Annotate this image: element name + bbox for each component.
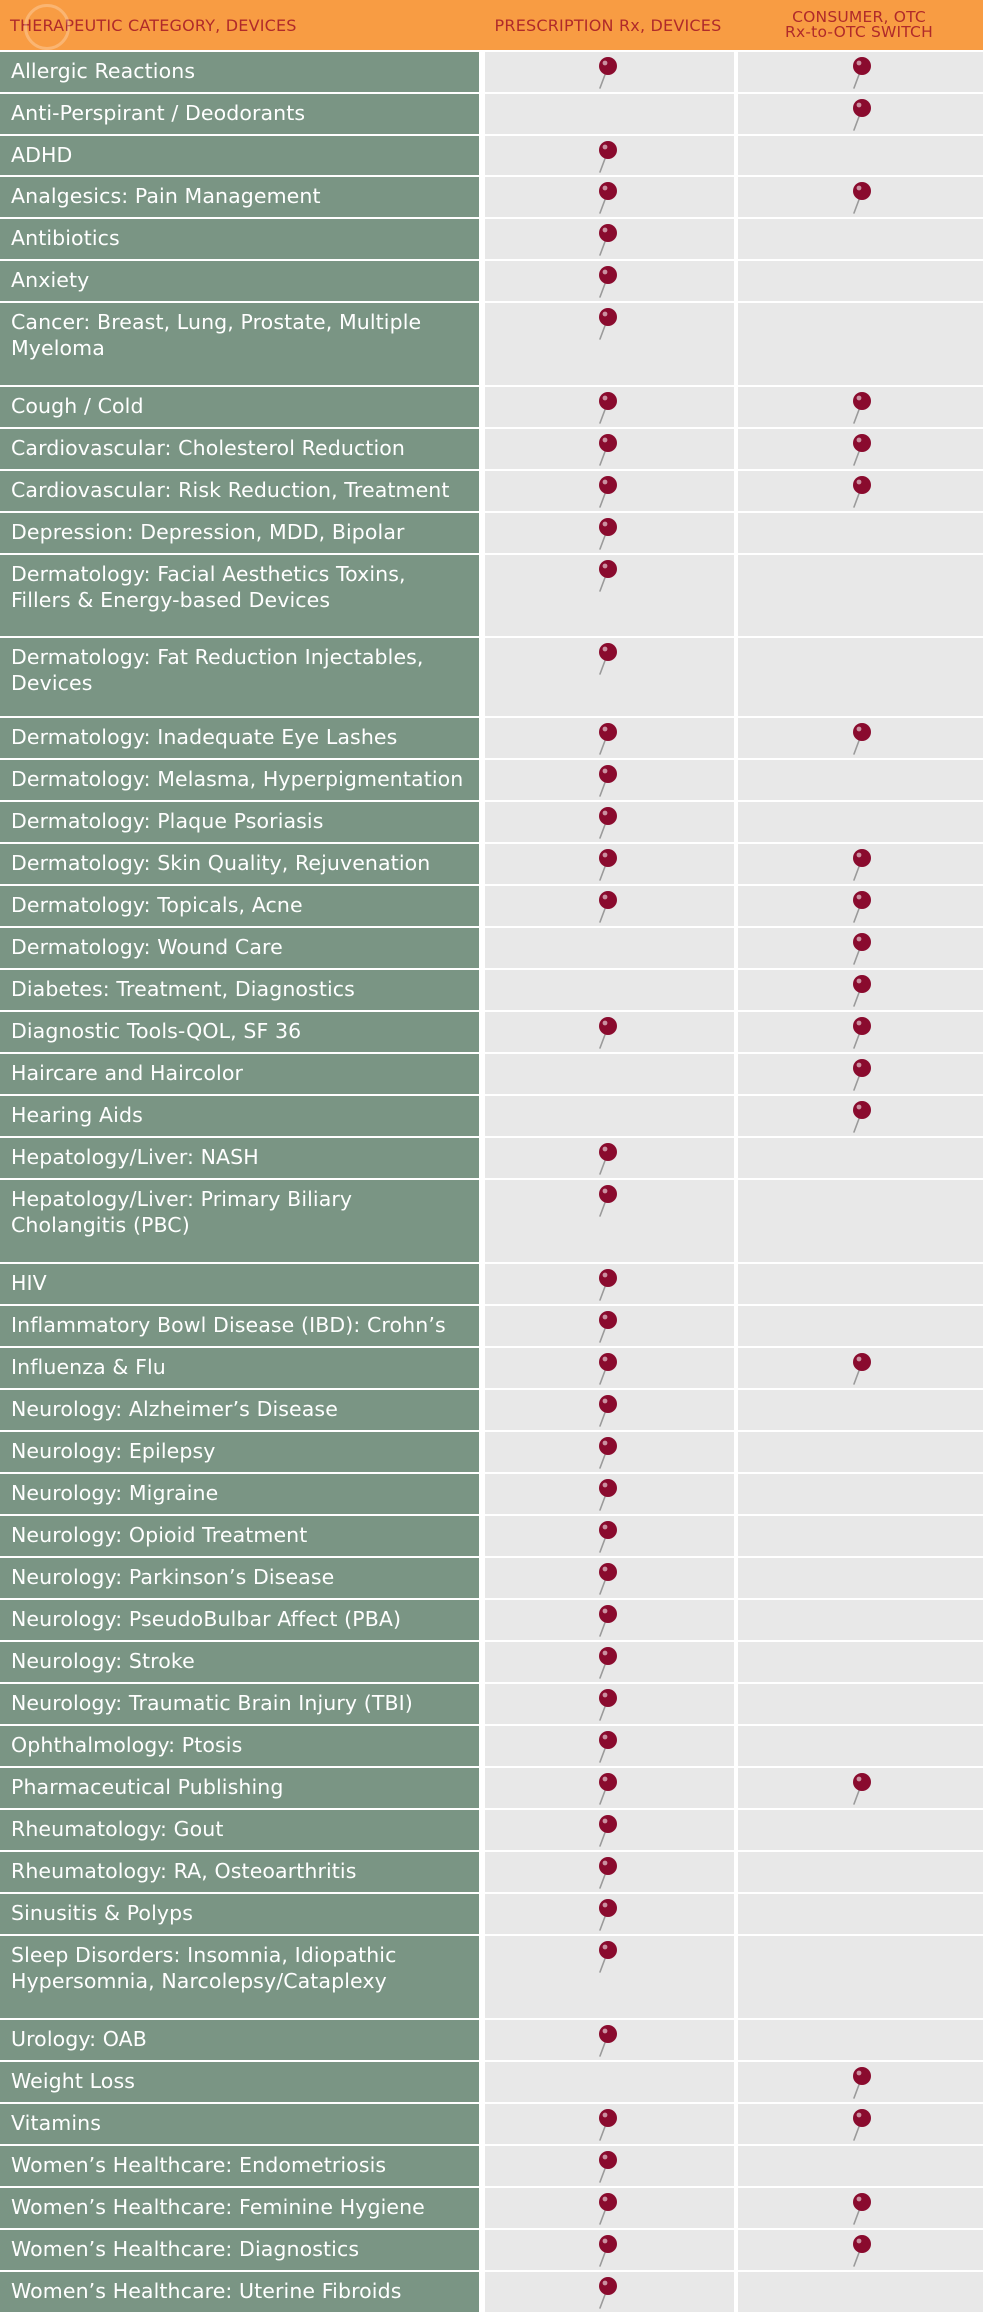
- table-row: [0, 800, 983, 842]
- otc-cell: [738, 1054, 983, 1094]
- otc-cell: [738, 718, 983, 758]
- table-row: [0, 469, 983, 511]
- table-row: [0, 716, 983, 758]
- category-label: Women’s Healthcare: Endometriosis: [0, 2146, 479, 2186]
- pushpin-icon: [850, 848, 872, 882]
- table-row: [0, 1682, 983, 1724]
- table-row: [0, 1556, 983, 1598]
- category-label: Pharmaceutical Publishing: [0, 1768, 479, 1808]
- category-label: Neurology: Stroke: [0, 1642, 479, 1682]
- table-row: [0, 758, 983, 800]
- category-label: Sinusitis & Polyps: [0, 1894, 479, 1934]
- pushpin-icon: [850, 2066, 872, 2100]
- category-label: Influenza & Flu: [0, 1348, 479, 1388]
- otc-cell: [738, 1012, 983, 1052]
- table-row: [0, 92, 983, 134]
- otc-cell: [738, 429, 983, 469]
- category-label: Neurology: Opioid Treatment: [0, 1516, 479, 1556]
- pushpin-icon: [850, 475, 872, 509]
- pushpin-icon: [596, 181, 618, 215]
- header-consumer-otc: [735, 10, 983, 40]
- table-row: [0, 134, 983, 175]
- category-label: Women’s Healthcare: Uterine Fibroids: [0, 2272, 479, 2312]
- category-label: Cardiovascular: Cholesterol Reduction: [0, 429, 479, 469]
- table-row: [0, 511, 983, 553]
- rx-cell: [485, 638, 734, 716]
- category-label: Ophthalmology: Ptosis: [0, 1726, 479, 1766]
- otc-cell: [738, 2020, 983, 2060]
- rx-cell: [485, 2062, 734, 2102]
- rx-cell: [485, 1432, 734, 1472]
- otc-cell: [738, 2230, 983, 2270]
- pushpin-icon: [850, 1772, 872, 1806]
- table-row: [0, 926, 983, 968]
- rx-cell: [485, 1558, 734, 1598]
- otc-cell: [738, 638, 983, 716]
- table-row: [0, 636, 983, 716]
- category-label: Cardiovascular: Risk Reduction, Treatment: [0, 471, 479, 511]
- rx-cell: [485, 1810, 734, 1850]
- table-row: [0, 2270, 983, 2312]
- pushpin-icon: [596, 764, 618, 798]
- rx-cell: [485, 94, 734, 134]
- otc-cell: [738, 1726, 983, 1766]
- header-category: THERAPEUTIC CATEGORY, DEVICES: [10, 15, 297, 35]
- otc-cell: [738, 1684, 983, 1724]
- table-row: [0, 217, 983, 259]
- pushpin-icon: [596, 1394, 618, 1428]
- category-label: Dermatology: Fat Reduction Injectables, Devices: [0, 638, 479, 716]
- pushpin-icon: [850, 98, 872, 132]
- pushpin-icon: [850, 1352, 872, 1386]
- pushpin-icon: [596, 391, 618, 425]
- pushpin-icon: [596, 848, 618, 882]
- pushpin-icon: [596, 1730, 618, 1764]
- pushpin-icon: [850, 433, 872, 467]
- category-label: Neurology: Parkinson’s Disease: [0, 1558, 479, 1598]
- table-row: [0, 1472, 983, 1514]
- rx-cell: [485, 1264, 734, 1304]
- category-label: Women’s Healthcare: Feminine Hygiene: [0, 2188, 479, 2228]
- rx-cell: [485, 136, 734, 175]
- pushpin-icon: [850, 2108, 872, 2142]
- otc-cell: [738, 1096, 983, 1136]
- table-row: [0, 2228, 983, 2270]
- otc-cell: [738, 1264, 983, 1304]
- pushpin-icon: [596, 722, 618, 756]
- rx-cell: [485, 387, 734, 427]
- rx-cell: [485, 1306, 734, 1346]
- table-row: [0, 175, 983, 217]
- otc-cell: [738, 1516, 983, 1556]
- table-row: [0, 1388, 983, 1430]
- pushpin-icon: [596, 1940, 618, 1974]
- pushpin-icon: [596, 1268, 618, 1302]
- category-label: Anti-Perspirant / Deodorants: [0, 94, 479, 134]
- table-row: [0, 842, 983, 884]
- pushpin-icon: [596, 642, 618, 676]
- otc-cell: [738, 261, 983, 301]
- table-row: [0, 1640, 983, 1682]
- header-prescription: PRESCRIPTION Rx, DEVICES: [494, 15, 722, 35]
- otc-cell: [738, 52, 983, 92]
- category-label: HIV: [0, 1264, 479, 1304]
- otc-cell: [738, 471, 983, 511]
- category-label: Rheumatology: RA, Osteoarthritis: [0, 1852, 479, 1892]
- table-row: [0, 1514, 983, 1556]
- otc-cell: [738, 513, 983, 553]
- category-label: Analgesics: Pain Management: [0, 177, 479, 217]
- rx-cell: [485, 1180, 734, 1262]
- category-label: Hepatology/Liver: Primary Biliary Cholangitis (PBC): [0, 1180, 479, 1262]
- rx-cell: [485, 1852, 734, 1892]
- otc-cell: [738, 1180, 983, 1262]
- otc-cell: [738, 886, 983, 926]
- pushpin-icon: [596, 806, 618, 840]
- pushpin-icon: [596, 1184, 618, 1218]
- otc-cell: [738, 94, 983, 134]
- pushpin-icon: [596, 223, 618, 257]
- category-label: Weight Loss: [0, 2062, 479, 2102]
- rx-cell: [485, 261, 734, 301]
- otc-cell: [738, 136, 983, 175]
- otc-cell: [738, 1348, 983, 1388]
- table-row: [0, 553, 983, 636]
- rx-cell: [485, 970, 734, 1010]
- category-label: Allergic Reactions: [0, 52, 479, 92]
- otc-cell: [738, 2272, 983, 2312]
- otc-cell: [738, 2146, 983, 2186]
- pushpin-icon: [596, 307, 618, 341]
- table-row: [0, 1724, 983, 1766]
- otc-cell: [738, 1138, 983, 1178]
- otc-cell: [738, 1852, 983, 1892]
- table-row: [0, 2102, 983, 2144]
- table-row: [0, 884, 983, 926]
- pushpin-icon: [596, 2108, 618, 2142]
- pushpin-icon: [596, 1814, 618, 1848]
- rx-cell: [485, 429, 734, 469]
- pushpin-icon: [596, 1898, 618, 1932]
- rx-cell: [485, 1054, 734, 1094]
- otc-cell: [738, 1600, 983, 1640]
- table-row: [0, 1850, 983, 1892]
- table-row: [0, 1766, 983, 1808]
- rx-cell: [485, 1726, 734, 1766]
- category-label: ADHD: [0, 136, 479, 175]
- pushpin-icon: [596, 1310, 618, 1344]
- category-label: Cough / Cold: [0, 387, 479, 427]
- otc-cell: [738, 1390, 983, 1430]
- table-row: [0, 1430, 983, 1472]
- header-otc-line1: CONSUMER, OTC: [792, 8, 926, 26]
- otc-cell: [738, 844, 983, 884]
- rx-cell: [485, 1138, 734, 1178]
- table-row: [0, 2186, 983, 2228]
- pushpin-icon: [596, 2150, 618, 2184]
- otc-cell: [738, 1432, 983, 1472]
- rx-cell: [485, 1096, 734, 1136]
- rx-cell: [485, 2020, 734, 2060]
- otc-cell: [738, 1894, 983, 1934]
- rx-cell: [485, 219, 734, 259]
- category-label: Depression: Depression, MDD, Bipolar: [0, 513, 479, 553]
- pushpin-icon: [596, 2024, 618, 2058]
- table-row: [0, 1892, 983, 1934]
- category-label: Neurology: PseudoBulbar Affect (PBA): [0, 1600, 479, 1640]
- pushpin-icon: [596, 559, 618, 593]
- table-row: [0, 968, 983, 1010]
- category-label: Urology: OAB: [0, 2020, 479, 2060]
- category-label: Hearing Aids: [0, 1096, 479, 1136]
- pushpin-icon: [850, 722, 872, 756]
- rx-cell: [485, 555, 734, 636]
- pushpin-icon: [596, 433, 618, 467]
- otc-cell: [738, 555, 983, 636]
- rx-cell: [485, 1894, 734, 1934]
- pushpin-icon: [850, 1100, 872, 1134]
- category-label: Dermatology: Melasma, Hyperpigmentation: [0, 760, 479, 800]
- pushpin-icon: [596, 1772, 618, 1806]
- pushpin-icon: [850, 932, 872, 966]
- pushpin-icon: [596, 890, 618, 924]
- table-row: [0, 1094, 983, 1136]
- table-row: [0, 1934, 983, 2018]
- table-row: [0, 2144, 983, 2186]
- table-row: [0, 259, 983, 301]
- pushpin-icon: [596, 1436, 618, 1470]
- rx-cell: [485, 886, 734, 926]
- rx-cell: [485, 1642, 734, 1682]
- category-label: Dermatology: Skin Quality, Rejuvenation: [0, 844, 479, 884]
- otc-cell: [738, 2104, 983, 2144]
- otc-cell: [738, 1768, 983, 1808]
- header-decoration: [24, 4, 70, 50]
- rx-cell: [485, 2230, 734, 2270]
- pushpin-icon: [596, 1142, 618, 1176]
- rx-cell: [485, 513, 734, 553]
- pushpin-icon: [596, 2192, 618, 2226]
- otc-cell: [738, 1474, 983, 1514]
- table-header: [0, 0, 983, 50]
- category-label: Anxiety: [0, 261, 479, 301]
- category-label: Diagnostic Tools-QOL, SF 36: [0, 1012, 479, 1052]
- category-label: Hepatology/Liver: NASH: [0, 1138, 479, 1178]
- otc-cell: [738, 2188, 983, 2228]
- rx-cell: [485, 928, 734, 968]
- rx-cell: [485, 2104, 734, 2144]
- table-row: [0, 1304, 983, 1346]
- category-label: Cancer: Breast, Lung, Prostate, Multiple Myeloma: [0, 303, 479, 385]
- table-row: [0, 1808, 983, 1850]
- header-otc-line2: Rx-to-OTC SWITCH: [785, 23, 933, 41]
- otc-cell: [738, 303, 983, 385]
- category-label: Vitamins: [0, 2104, 479, 2144]
- category-label: Diabetes: Treatment, Diagnostics: [0, 970, 479, 1010]
- pushpin-icon: [596, 517, 618, 551]
- otc-cell: [738, 1936, 983, 2018]
- pushpin-icon: [850, 890, 872, 924]
- table-row: [0, 2018, 983, 2060]
- otc-cell: [738, 1306, 983, 1346]
- otc-cell: [738, 387, 983, 427]
- category-label: Dermatology: Inadequate Eye Lashes: [0, 718, 479, 758]
- pushpin-icon: [850, 974, 872, 1008]
- otc-cell: [738, 928, 983, 968]
- otc-cell: [738, 177, 983, 217]
- table-row: [0, 1178, 983, 1262]
- rx-cell: [485, 1600, 734, 1640]
- rx-cell: [485, 802, 734, 842]
- category-label: Dermatology: Wound Care: [0, 928, 479, 968]
- pushpin-icon: [596, 1352, 618, 1386]
- category-label: Haircare and Haircolor: [0, 1054, 479, 1094]
- rx-cell: [485, 1768, 734, 1808]
- table-row: [0, 50, 983, 92]
- rx-cell: [485, 844, 734, 884]
- pushpin-icon: [850, 2234, 872, 2268]
- rx-cell: [485, 2272, 734, 2312]
- otc-cell: [738, 760, 983, 800]
- pushpin-icon: [596, 1562, 618, 1596]
- category-label: Dermatology: Topicals, Acne: [0, 886, 479, 926]
- pushpin-icon: [596, 1478, 618, 1512]
- rx-cell: [485, 2146, 734, 2186]
- pushpin-icon: [850, 181, 872, 215]
- category-label: Sleep Disorders: Insomnia, Idiopathic Hypersomnia, Narcolepsy/Cataplexy: [0, 1936, 479, 2018]
- table-row: [0, 385, 983, 427]
- table-row: [0, 1346, 983, 1388]
- pushpin-icon: [596, 475, 618, 509]
- pushpin-icon: [850, 391, 872, 425]
- otc-cell: [738, 219, 983, 259]
- rx-cell: [485, 52, 734, 92]
- rx-cell: [485, 760, 734, 800]
- table-row: [0, 1052, 983, 1094]
- pushpin-icon: [596, 1016, 618, 1050]
- pushpin-icon: [596, 1856, 618, 1890]
- category-label: Neurology: Epilepsy: [0, 1432, 479, 1472]
- rx-cell: [485, 1390, 734, 1430]
- rx-cell: [485, 471, 734, 511]
- rx-cell: [485, 718, 734, 758]
- table-row: [0, 1010, 983, 1052]
- table-row: [0, 1598, 983, 1640]
- category-label: Inflammatory Bowl Disease (IBD): Crohn’s: [0, 1306, 479, 1346]
- otc-cell: [738, 970, 983, 1010]
- otc-cell: [738, 1810, 983, 1850]
- category-label: Antibiotics: [0, 219, 479, 259]
- rx-cell: [485, 1012, 734, 1052]
- pushpin-icon: [596, 1688, 618, 1722]
- pushpin-icon: [850, 1058, 872, 1092]
- category-label: Women’s Healthcare: Diagnostics: [0, 2230, 479, 2270]
- pushpin-icon: [596, 1604, 618, 1638]
- table-row: [0, 427, 983, 469]
- category-label: Dermatology: Facial Aesthetics Toxins, Fillers & Energy-based Devices: [0, 555, 479, 636]
- pushpin-icon: [596, 1646, 618, 1680]
- pushpin-icon: [596, 265, 618, 299]
- otc-cell: [738, 2062, 983, 2102]
- rx-cell: [485, 1516, 734, 1556]
- category-label: Neurology: Migraine: [0, 1474, 479, 1514]
- rx-cell: [485, 303, 734, 385]
- rx-cell: [485, 1684, 734, 1724]
- category-table: [0, 50, 983, 2312]
- pushpin-icon: [850, 1016, 872, 1050]
- pushpin-icon: [850, 2192, 872, 2226]
- pushpin-icon: [596, 2276, 618, 2310]
- pushpin-icon: [850, 56, 872, 90]
- pushpin-icon: [596, 1520, 618, 1554]
- rx-cell: [485, 177, 734, 217]
- table-row: [0, 2060, 983, 2102]
- category-label: Dermatology: Plaque Psoriasis: [0, 802, 479, 842]
- rx-cell: [485, 1474, 734, 1514]
- pushpin-icon: [596, 56, 618, 90]
- table-row: [0, 1262, 983, 1304]
- category-label: Rheumatology: Gout: [0, 1810, 479, 1850]
- rx-cell: [485, 1936, 734, 2018]
- category-label: Neurology: Traumatic Brain Injury (TBI): [0, 1684, 479, 1724]
- category-label: Neurology: Alzheimer’s Disease: [0, 1390, 479, 1430]
- rx-cell: [485, 2188, 734, 2228]
- table-row: [0, 301, 983, 385]
- otc-cell: [738, 802, 983, 842]
- pushpin-icon: [596, 140, 618, 174]
- rx-cell: [485, 1348, 734, 1388]
- table-row: [0, 1136, 983, 1178]
- otc-cell: [738, 1558, 983, 1598]
- pushpin-icon: [596, 2234, 618, 2268]
- otc-cell: [738, 1642, 983, 1682]
